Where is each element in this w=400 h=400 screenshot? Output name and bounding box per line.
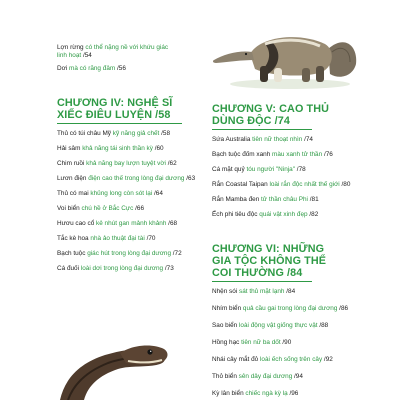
entry-desc: nhà ảo thuật đại tài bbox=[90, 235, 145, 242]
entry-desc: khả năng bay lượn tuyệt vời bbox=[86, 160, 166, 167]
snake-illustration bbox=[60, 323, 170, 400]
entry-desc: giác hút trong lòng đại dương bbox=[87, 250, 171, 257]
entry-page: /81 bbox=[309, 196, 319, 203]
chapter-title-line: CHƯƠNG VI: NHỮNG bbox=[212, 243, 325, 255]
entry-name: Kỳ lân biển bbox=[212, 390, 244, 397]
chapter-6 bbox=[212, 243, 377, 398]
anteater-illustration bbox=[210, 14, 360, 94]
toc-entry[interactable] bbox=[212, 196, 377, 204]
entry-desc: kẻ nhút gan mảnh khảnh bbox=[96, 220, 167, 227]
entry-name: Thủ có mai bbox=[57, 190, 89, 197]
entry-name: Lươn điện bbox=[57, 175, 87, 182]
entry-name: Thỏ biển bbox=[212, 373, 237, 380]
chapter-title[interactable] bbox=[212, 243, 377, 279]
toc-entry[interactable] bbox=[57, 160, 217, 168]
entry-name: Bạch tuộc đốm xanh bbox=[212, 151, 271, 158]
entry-desc: khủng long còn sót lại bbox=[90, 190, 153, 197]
toc-entry[interactable] bbox=[212, 339, 377, 347]
chapter-title-line: COI THƯỜNG /84 bbox=[212, 267, 303, 279]
entry-desc: điện cao thế trong lòng đại dương bbox=[88, 175, 185, 182]
entry-page: /64 bbox=[154, 190, 163, 197]
entry-page: /74 bbox=[304, 136, 313, 143]
toc-entry[interactable] bbox=[212, 305, 377, 313]
entry-page: /70 bbox=[146, 235, 156, 242]
entry-desc: sát thủ mặt lạnh bbox=[239, 288, 285, 295]
toc-entry[interactable] bbox=[57, 205, 217, 213]
entry-page: /82 bbox=[309, 211, 319, 218]
entry-page: /62 bbox=[167, 160, 177, 167]
entry-name: Rắn Coastal Taipan bbox=[212, 181, 268, 188]
entry-desc: loài rắn độc nhất thế giới bbox=[269, 181, 340, 188]
toc-entry[interactable] bbox=[57, 44, 217, 60]
entry-page: /80 bbox=[341, 181, 351, 188]
entry-page: /73 bbox=[164, 265, 174, 272]
toc-entry[interactable] bbox=[57, 130, 217, 138]
entry-name: Sao biển bbox=[212, 322, 238, 329]
entry-page: /56 bbox=[116, 65, 126, 72]
entry-desc: có thể nặng nề với khứu giác bbox=[85, 44, 169, 51]
toc-entry[interactable] bbox=[57, 250, 217, 258]
entry-page: /78 bbox=[296, 166, 306, 173]
entry-page: /76 bbox=[323, 151, 333, 158]
chapter-divider bbox=[212, 129, 312, 130]
entry-desc: loài ếch sống trên cây bbox=[259, 356, 323, 363]
entry-name: Chim ruồi bbox=[57, 160, 85, 167]
entry-page: /96 bbox=[289, 390, 299, 397]
entry-page: /68 bbox=[168, 220, 178, 227]
entry-desc: quái vật xinh đẹp bbox=[259, 211, 308, 218]
entry-desc: mà có răng đâm bbox=[69, 65, 116, 72]
toc-entry[interactable] bbox=[212, 151, 377, 159]
entry-name: Voi biển bbox=[57, 205, 80, 212]
toc-entry[interactable] bbox=[57, 65, 217, 73]
chapter-divider bbox=[57, 123, 182, 124]
toc-entry[interactable] bbox=[57, 145, 217, 153]
entry-name: Sứa Australia bbox=[212, 136, 251, 143]
toc-entry[interactable] bbox=[212, 136, 377, 144]
toc-entry[interactable] bbox=[57, 265, 217, 273]
chapter-title[interactable] bbox=[57, 97, 217, 121]
entry-name: Rắn Mamba đen bbox=[212, 196, 260, 203]
entry-page: /63 bbox=[186, 175, 196, 182]
entry-page: /66 bbox=[135, 205, 145, 212]
entry-name: Ếch phi tiêu độc bbox=[212, 211, 258, 218]
entry-desc: khả năng tái sinh thần kỳ bbox=[82, 145, 153, 152]
entry-page: /54 bbox=[82, 52, 92, 59]
entry-desc: tóu người "Ninja" bbox=[246, 166, 296, 173]
toc-entry[interactable] bbox=[212, 288, 377, 296]
entry-desc: kỹ năng giả chết bbox=[112, 130, 160, 137]
entry-desc: chú hề ở Bắc Cực bbox=[81, 205, 134, 212]
entry-desc: quả cầu gai trong lòng đại dương bbox=[242, 305, 338, 312]
entry-name: Nhái cây mắt đỏ bbox=[212, 356, 259, 363]
entry-desc: loài động vật giống thực vật bbox=[239, 322, 318, 329]
entry-page: /92 bbox=[323, 356, 333, 363]
entry-desc: màu xanh tử thần bbox=[272, 151, 323, 158]
chapter-title-line: DÙNG ĐỘC /74 bbox=[212, 115, 290, 127]
entry-name: Bạch tuộc bbox=[57, 250, 86, 257]
left-column bbox=[57, 44, 217, 273]
entry-page: /72 bbox=[172, 250, 182, 257]
entry-name: Cá mặt quỷ bbox=[212, 166, 245, 173]
entry-name: Nhím biển bbox=[212, 305, 242, 312]
entry-name: Cá đuối bbox=[57, 265, 80, 272]
toc-entry[interactable] bbox=[212, 373, 377, 381]
entry-name: Dơi bbox=[57, 65, 68, 72]
toc-entry[interactable] bbox=[57, 175, 217, 183]
entry-name: Tắc kè hoa bbox=[57, 235, 89, 242]
entry-desc-cont: linh hoạt bbox=[57, 52, 82, 59]
entry-page: /88 bbox=[319, 322, 329, 329]
toc-entry[interactable] bbox=[212, 322, 377, 330]
toc-entry[interactable] bbox=[212, 181, 377, 189]
entry-page: /90 bbox=[282, 339, 292, 346]
entry-page: /58 bbox=[161, 130, 170, 137]
entry-name: Hươu cao cổ bbox=[57, 220, 95, 227]
chapter-4 bbox=[57, 97, 217, 273]
entry-page: /86 bbox=[339, 305, 349, 312]
entry-page: /94 bbox=[294, 373, 303, 380]
toc-entry[interactable] bbox=[212, 356, 377, 364]
chapter-divider bbox=[212, 281, 312, 282]
right-column bbox=[212, 103, 377, 398]
entry-desc: chiếc ngà kỳ lạ bbox=[245, 390, 288, 397]
toc-entry[interactable] bbox=[212, 166, 377, 174]
entry-desc: tiên nữ ba dốt bbox=[241, 339, 281, 346]
chapter-title-line: XIẾC ĐIÊU LUYỆN /58 bbox=[57, 109, 171, 121]
entry-page: /60 bbox=[154, 145, 164, 152]
toc-entry[interactable] bbox=[212, 211, 377, 219]
toc-entry[interactable] bbox=[212, 390, 377, 398]
toc-entry[interactable] bbox=[57, 235, 217, 243]
chapter-title-line: GIA TỘC KHÔNG THỂ bbox=[212, 255, 327, 267]
entry-desc: tử thần châu Phi bbox=[261, 196, 308, 203]
toc-entry[interactable] bbox=[57, 190, 217, 198]
toc-entry[interactable] bbox=[57, 220, 217, 228]
entry-desc: loài dơi trong lòng đại dương bbox=[80, 265, 164, 272]
entry-name: Lợn rừng bbox=[57, 44, 84, 51]
chapter-title-line: CHƯƠNG IV: NGHỆ SĨ bbox=[57, 97, 173, 109]
entry-page: /84 bbox=[286, 288, 296, 295]
entry-name: Thủ có túi châu Mỹ bbox=[57, 130, 111, 137]
entry-desc: sên dây đại dương bbox=[238, 373, 293, 380]
chapter-title-line: CHƯƠNG V: CAO THỦ bbox=[212, 103, 330, 115]
chapter-title[interactable] bbox=[212, 103, 377, 127]
entry-desc: tiên nữ thoạt nhìn bbox=[252, 136, 303, 143]
chapter-5 bbox=[212, 103, 377, 219]
entry-name: Nhện sói bbox=[212, 288, 238, 295]
entry-name: Hải sâm bbox=[57, 145, 81, 152]
entry-name: Hồng hạc bbox=[212, 339, 240, 346]
